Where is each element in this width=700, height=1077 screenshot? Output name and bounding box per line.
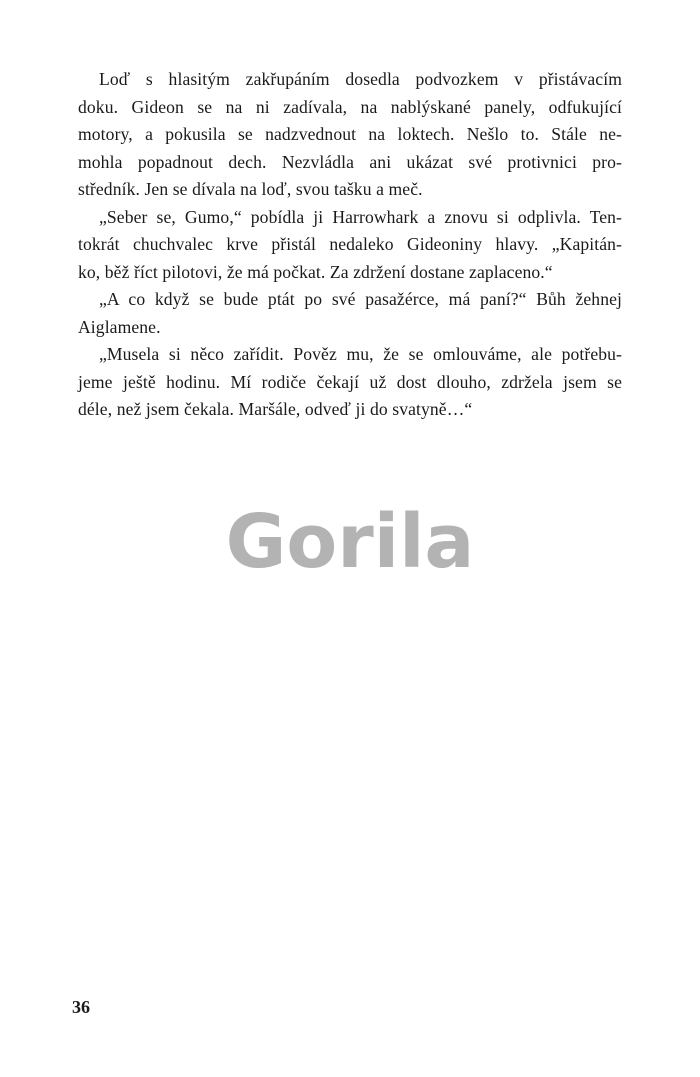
text-line: doku. Gideon se na ni zadívala, na nablýskané panely, odfukující — [78, 96, 622, 117]
text-line: „Musela si něco zařídit. Pověz mu, že se omlouváme, ale potřebu- — [99, 344, 622, 364]
text-line: mohla popadnout dech. Nezvládla ani ukázat své protivnici pro- — [78, 151, 622, 172]
text-line: „A co když se bude ptát po své pasažérce, má paní?“ Bůh žehnej — [99, 289, 622, 309]
body-text — [78, 66, 622, 424]
text-line: „Seber se, Gumo,“ pobídla ji Harrowhark a znovu si odplivla. Ten- — [99, 206, 622, 227]
text-line: déle, než jsem čekala. Maršále, odveď ji do svatyně…“ — [78, 399, 473, 419]
page-number: 36 — [72, 997, 90, 1017]
text-line: jeme ještě hodinu. Mí rodiče čekají už dost dlouho, zdržela jsem se — [78, 371, 622, 392]
text-line: tokrát chuchvalec krve přistál nedaleko Gideoniny hlavy. „Kapitán- — [78, 234, 622, 254]
text-line: ko, běž říct pilotovi, že má počkat. Za zdržení dostane zaplaceno.“ — [78, 261, 553, 282]
text-line: středník. Jen se dívala na loď, svou tašku a meč. — [78, 179, 423, 199]
text-line: motory, a pokusila se nadzvednout na loktech. Nešlo to. Stále ne- — [78, 124, 622, 144]
text-line: Aiglamene. — [78, 316, 161, 337]
text-line: Loď s hlasitým zakřupáním dosedla podvozkem v přistávacím — [99, 69, 622, 89]
publisher-watermark: Gorila — [225, 499, 475, 585]
